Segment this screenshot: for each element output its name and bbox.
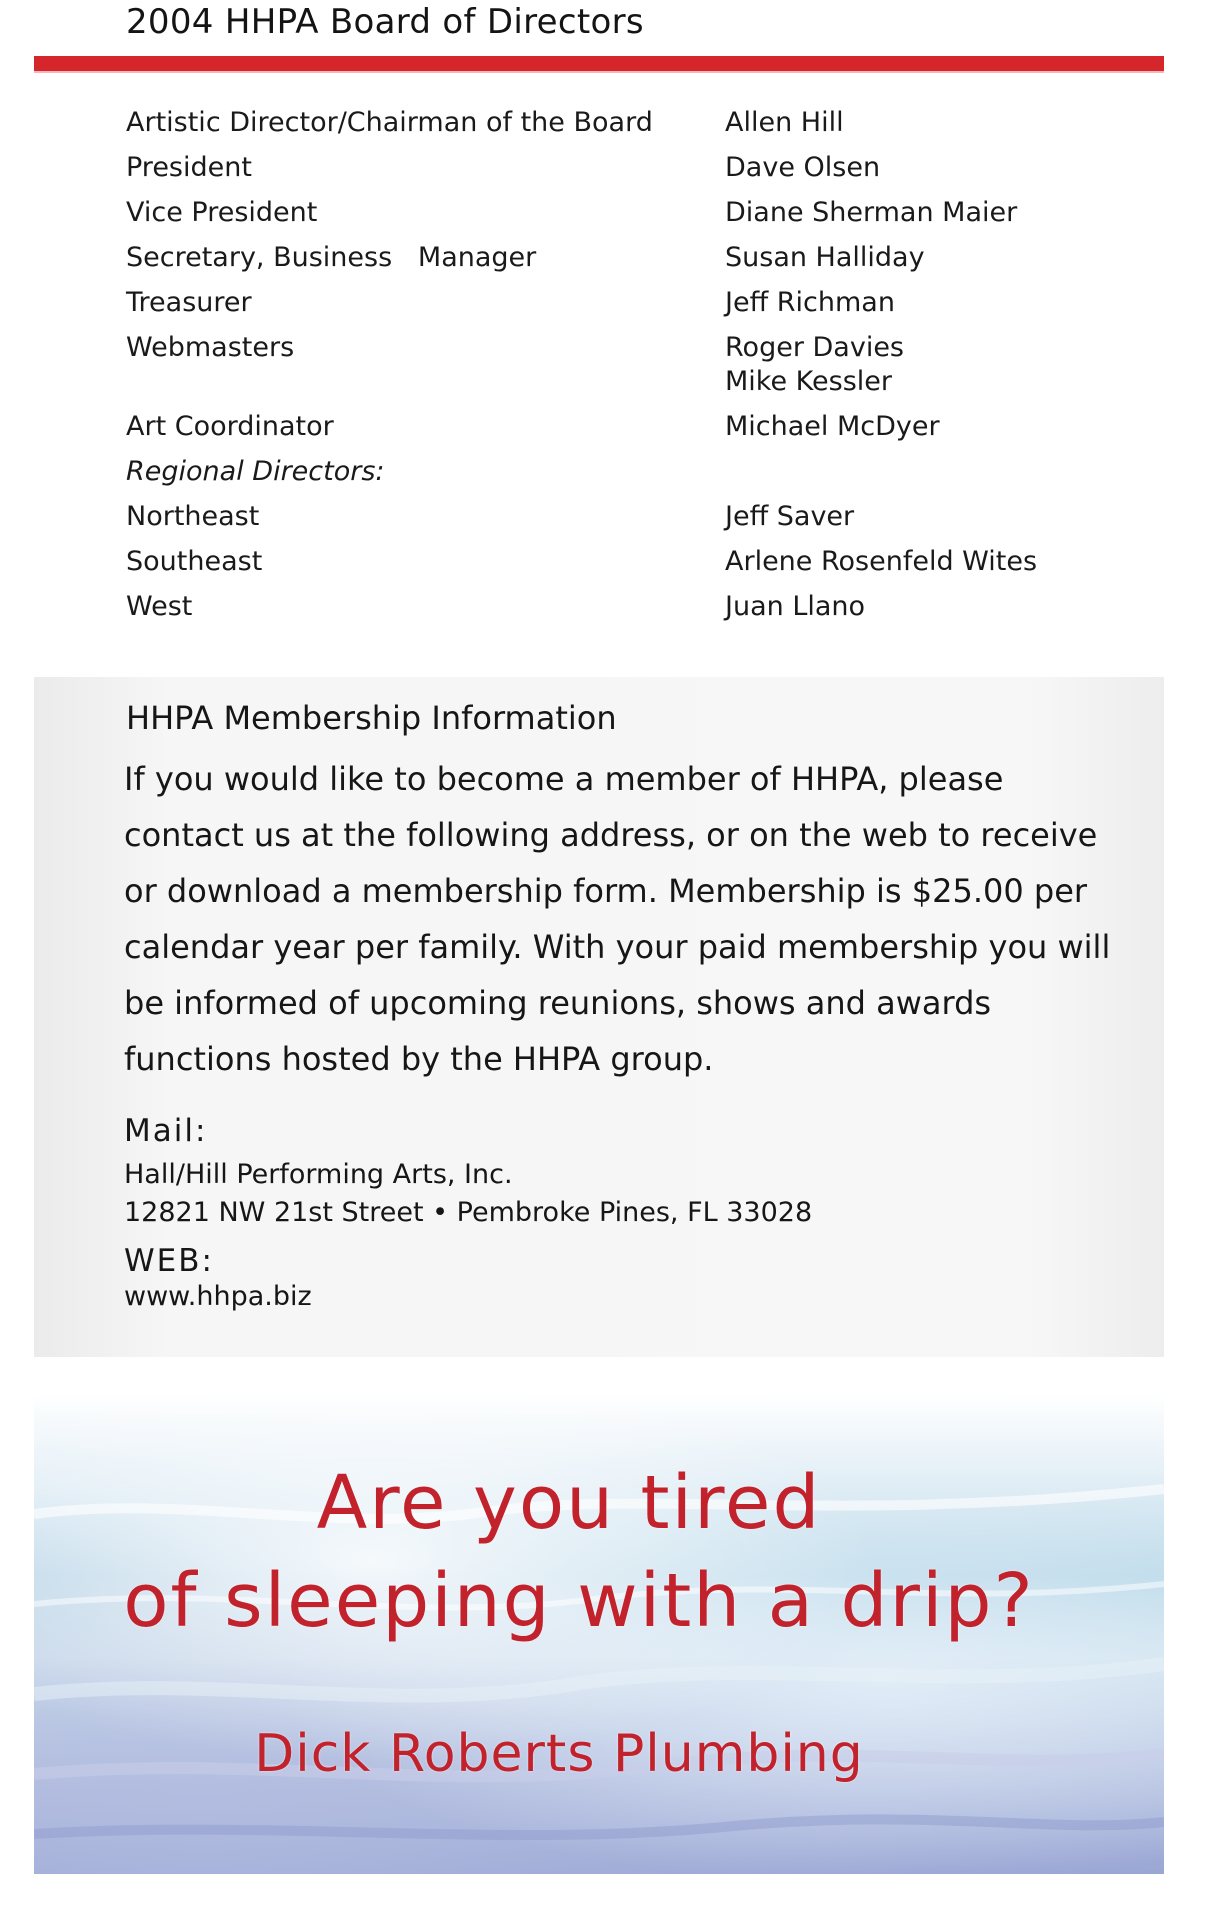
board-role: Art Coordinator: [126, 411, 334, 442]
regional-directors-heading: Regional Directors:: [126, 456, 385, 487]
board-name: Jeff Saver: [725, 501, 855, 532]
board-row: [126, 151, 1086, 185]
ad-headline-line1: Are you tired: [316, 1460, 822, 1546]
board-name: Arlene Rosenfeld Wites: [725, 546, 1038, 577]
board-role: President: [126, 152, 252, 183]
board-role: Webmasters: [126, 332, 295, 363]
board-row-heading: [126, 455, 1086, 489]
board-role: Northeast: [126, 501, 260, 532]
membership-heading: HHPA Membership Information: [126, 699, 617, 737]
ad-headline-line2: of sleeping with a drip?: [123, 1558, 1035, 1644]
board-row: [126, 241, 1086, 275]
board-row: [126, 590, 1086, 624]
board-name: Mike Kessler: [725, 366, 892, 397]
board-list: [126, 106, 1086, 635]
board-row: [126, 106, 1086, 140]
board-row: [126, 500, 1086, 534]
board-role: Vice President: [126, 197, 318, 228]
web-label: WEB:: [124, 1243, 214, 1279]
plumbing-advertisement: [34, 1394, 1164, 1874]
board-role: Artistic Director/Chairman of the Board: [126, 107, 653, 138]
board-row: [126, 286, 1086, 320]
board-name: Susan Halliday: [725, 242, 925, 273]
ad-company-name: Dick Roberts Plumbing: [254, 1724, 864, 1784]
board-name: Jeff Richman: [725, 287, 895, 318]
mail-label: Mail:: [124, 1113, 208, 1149]
title-rule: [34, 56, 1164, 73]
board-row: [126, 545, 1086, 579]
board-name: Allen Hill: [725, 107, 844, 138]
board-row: [126, 331, 1086, 399]
page-title: 2004 HHPA Board of Directors: [126, 2, 644, 42]
mailing-address: 12821 NW 21st Street • Pembroke Pines, FL 33028: [124, 1197, 813, 1228]
board-name: Dave Olsen: [725, 152, 881, 183]
board-name: Juan Llano: [725, 591, 866, 622]
membership-body: If you would like to become a member of HHPA, please contact us at the following address, or on the web to receive or download a membership form. Membership is $25.00 per calendar year per family. With your paid membership you will be informed of upcoming reunions, shows and awards functions hosted by the HHPA group.: [124, 760, 1111, 1078]
board-role: Treasurer: [126, 287, 252, 318]
membership-panel: [34, 677, 1164, 1357]
board-row: [126, 410, 1086, 444]
organization-name: Hall/Hill Performing Arts, Inc.: [124, 1159, 513, 1190]
board-role: Southeast: [126, 546, 263, 577]
board-row: [126, 196, 1086, 230]
board-role: Secretary, Business Manager: [126, 242, 537, 273]
website-url[interactable]: www.hhpa.biz: [124, 1281, 312, 1312]
board-name: Diane Sherman Maier: [725, 197, 1018, 228]
board-name: Roger Davies: [725, 332, 904, 363]
board-role: West: [126, 591, 193, 622]
board-name: Michael McDyer: [725, 411, 940, 442]
